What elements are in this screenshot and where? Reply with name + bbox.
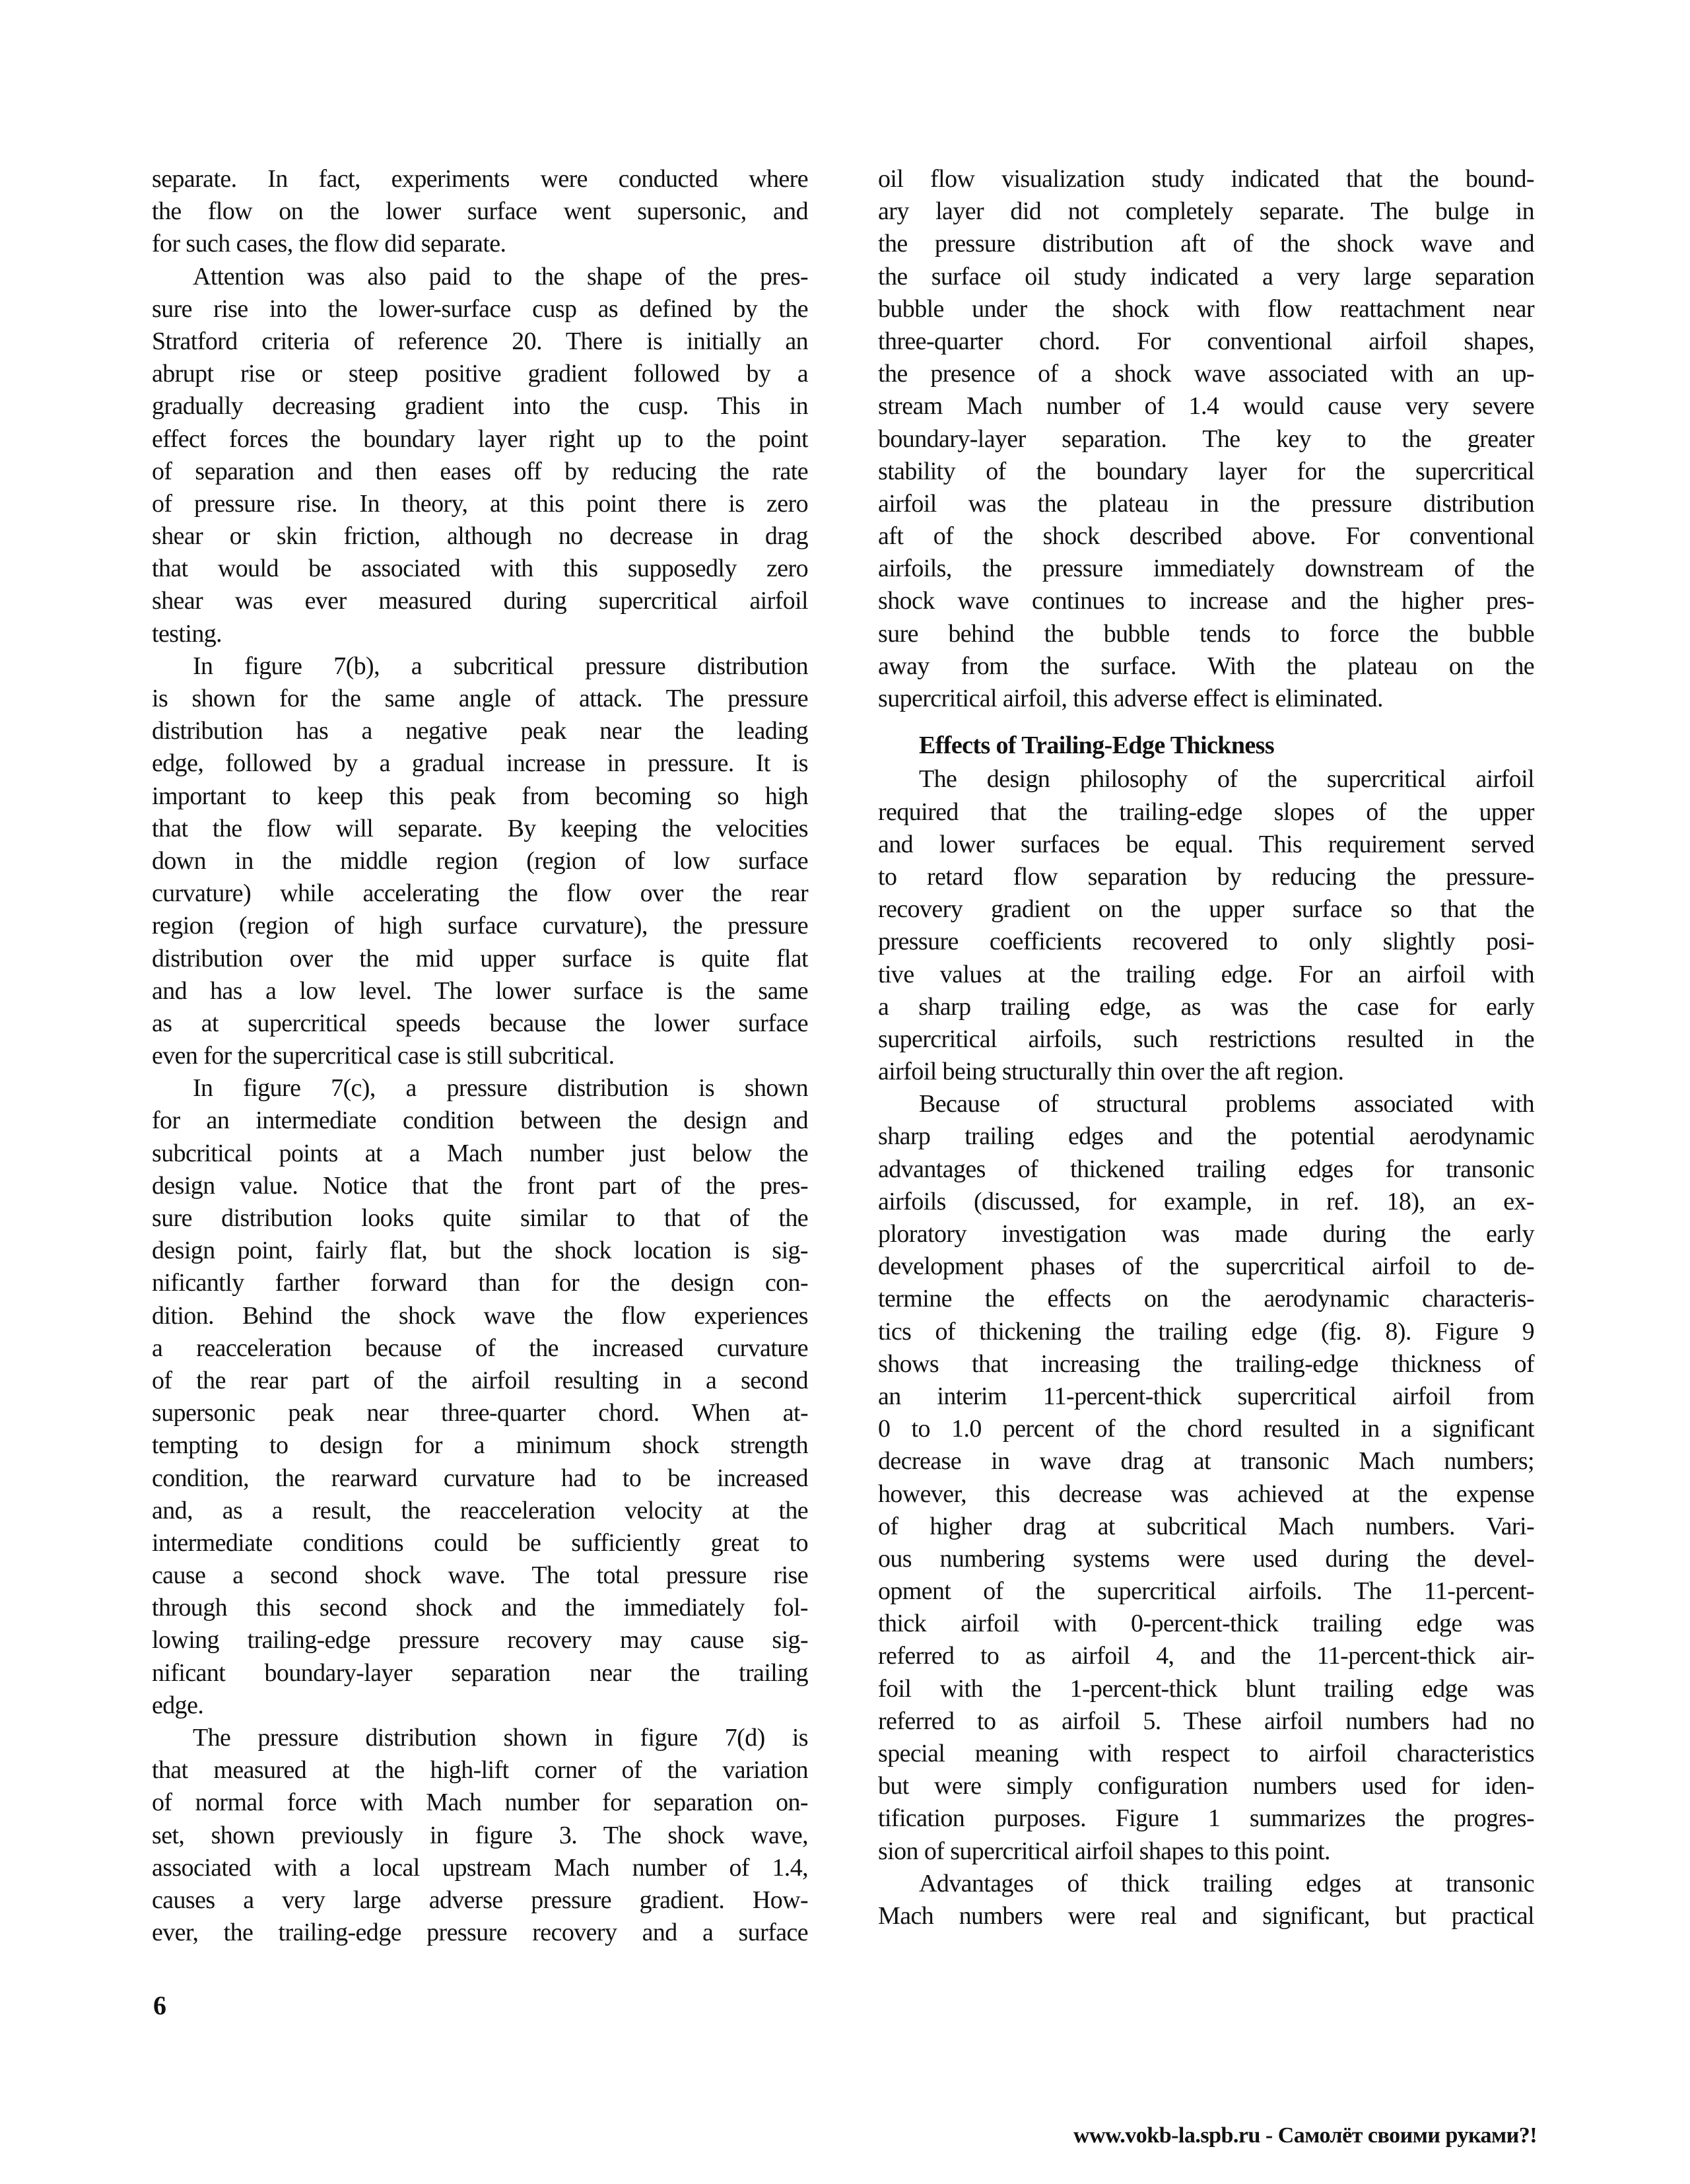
text-line: distribution over the mid upper surface is quite flat bbox=[152, 944, 808, 973]
text-line: the surface oil study indicated a very large separation bbox=[878, 262, 1534, 290]
text-line: of pressure rise. In theory, at this point there is zero bbox=[152, 489, 808, 518]
footer-watermark: www.vokb-la.spb.ru - Самолёт своими руками?! bbox=[1073, 2123, 1538, 2148]
text-line: Mach numbers were real and significant, but practical bbox=[878, 1901, 1534, 1930]
text-line: to retard flow separation by reducing the pressure- bbox=[878, 862, 1534, 891]
text-line: is shown for the same angle of attack. The pressure bbox=[152, 685, 808, 712]
text-line: 0 to 1.0 percent of the chord resulted in a significant bbox=[878, 1415, 1534, 1443]
text-line: separate. In fact, experiments were conducted where bbox=[152, 165, 808, 193]
text-line: ever, the trailing-edge pressure recovery and a surface bbox=[152, 1919, 808, 1947]
text-line: sharp trailing edges and the potential aerodynamic bbox=[878, 1122, 1534, 1151]
text-line: away from the surface. With the plateau on the bbox=[878, 652, 1534, 680]
text-line: referred to as airfoil 4, and the 11-percent-thick air- bbox=[878, 1642, 1534, 1670]
text-line: boundary-layer separation. The key to the greater bbox=[878, 425, 1534, 453]
paragraph bbox=[878, 1088, 1534, 1868]
text-line: termine the effects on the aerodynamic characteris- bbox=[878, 1285, 1534, 1313]
text-line: that would be associated with this supposedly zero bbox=[152, 555, 808, 583]
text-line: ploratory investigation was made during the early bbox=[878, 1220, 1534, 1248]
text-line: and has a low level. The lower surface is the same bbox=[152, 976, 808, 1005]
text-line: however, this decrease was achieved at the expense bbox=[878, 1480, 1534, 1508]
text-line: causes a very large adverse pressure gradient. How- bbox=[152, 1886, 808, 1914]
text-line: edge. bbox=[152, 1691, 204, 1719]
paragraph bbox=[152, 163, 808, 261]
text-line: curvature) while accelerating the flow over the rear bbox=[152, 879, 808, 908]
text-line: and lower surfaces be equal. This requirement served bbox=[878, 830, 1534, 858]
text-line: tive values at the trailing edge. For an airfoil with bbox=[878, 960, 1534, 988]
text-line: stream Mach number of 1.4 would cause very severe bbox=[878, 392, 1534, 421]
text-line: that measured at the high-lift corner of the variation bbox=[152, 1756, 808, 1785]
text-line: stability of the boundary layer for the supercritical bbox=[878, 457, 1534, 485]
right-column-intro bbox=[878, 163, 1534, 715]
section-heading: Effects of Trailing-Edge Thickness bbox=[919, 732, 1275, 760]
text-line: of higher drag at subcritical Mach numbers. Vari- bbox=[878, 1512, 1534, 1540]
text-line: important to keep this peak from becoming so high bbox=[152, 782, 808, 810]
text-line: supercritical airfoil, this adverse effect is eliminated. bbox=[878, 685, 1383, 712]
text-line: bubble under the shock with flow reattachment near bbox=[878, 294, 1534, 323]
text-line: sure rise into the lower-surface cusp as defined by the bbox=[152, 294, 808, 323]
text-line: airfoil was the plateau in the pressure distribution bbox=[878, 489, 1534, 518]
text-line: development phases of the supercritical airfoil to de- bbox=[878, 1252, 1534, 1281]
text-line: advantages of thickened trailing edges for transonic bbox=[878, 1155, 1534, 1183]
text-line: an interim 11-percent-thick supercritical airfoil from bbox=[878, 1382, 1534, 1410]
text-line: cause a second shock wave. The total pressure rise bbox=[152, 1561, 808, 1590]
text-line: condition, the rearward curvature had to be increased bbox=[152, 1464, 808, 1492]
text-line: ary layer did not completely separate. The bulge in bbox=[878, 197, 1534, 226]
text-line: required that the trailing-edge slopes of the upper bbox=[878, 798, 1534, 826]
text-line: the pressure distribution aft of the shock wave and bbox=[878, 230, 1534, 258]
text-line: edge, followed by a gradual increase in pressure. It is bbox=[152, 749, 808, 778]
paragraph bbox=[152, 261, 808, 650]
text-line: sure behind the bubble tends to force the bubble bbox=[878, 619, 1534, 648]
right-text-column bbox=[878, 163, 1534, 1932]
text-line: shock wave continues to increase and the higher pres- bbox=[878, 587, 1534, 615]
text-line: as at supercritical speeds because the lower surface bbox=[152, 1009, 808, 1037]
left-text-column bbox=[152, 163, 808, 1949]
paragraph bbox=[152, 1072, 808, 1722]
page-number: 6 bbox=[153, 1991, 166, 2020]
text-line: sion of supercritical airfoil shapes to this point. bbox=[878, 1837, 1330, 1865]
right-column-body bbox=[878, 763, 1534, 1932]
paragraph bbox=[878, 763, 1534, 1088]
text-line: decrease in wave drag at transonic Mach numbers; bbox=[878, 1447, 1534, 1476]
text-line: ous numbering systems were used during the devel- bbox=[878, 1544, 1534, 1573]
text-line: tification purposes. Figure 1 summarizes the progres- bbox=[878, 1804, 1534, 1833]
text-line: Advantages of thick trailing edges at transonic bbox=[919, 1869, 1534, 1897]
text-line: referred to as airfoil 5. These airfoil numbers had no bbox=[878, 1707, 1534, 1735]
text-line: Because of structural problems associated with bbox=[919, 1090, 1534, 1118]
text-line: opment of the supercritical airfoils. The 11-percent- bbox=[878, 1577, 1534, 1606]
text-line: shear was ever measured during supercritical airfoil bbox=[152, 587, 808, 615]
text-line: shows that increasing the trailing-edge thickness of bbox=[878, 1349, 1534, 1378]
text-line: airfoils (discussed, for example, in ref. 18), an ex- bbox=[878, 1187, 1534, 1215]
text-line: a sharp trailing edge, as was the case for early bbox=[878, 992, 1534, 1021]
text-line: oil flow visualization study indicated that the bound- bbox=[878, 165, 1534, 193]
text-line: of separation and then eases off by reducing the rate bbox=[152, 457, 808, 485]
text-line: shear or skin friction, although no decrease in drag bbox=[152, 522, 808, 551]
text-line: design value. Notice that the front part of the pres- bbox=[152, 1171, 808, 1200]
text-line: design point, fairly flat, but the shock location is sig- bbox=[152, 1237, 808, 1265]
text-line: through this second shock and the immediately fol- bbox=[152, 1594, 808, 1622]
text-line: Attention was also paid to the shape of the pres- bbox=[193, 262, 808, 290]
text-line: special meaning with respect to airfoil characteristics bbox=[878, 1740, 1534, 1767]
text-line: three-quarter chord. For conventional airfoil shapes, bbox=[878, 327, 1534, 355]
text-line: foil with the 1-percent-thick blunt trailing edge was bbox=[878, 1674, 1534, 1703]
text-line: even for the supercritical case is still subcritical. bbox=[152, 1042, 615, 1070]
text-line: dition. Behind the shock wave the flow experiences bbox=[152, 1301, 808, 1330]
text-line: thick airfoil with 0-percent-thick trailing edge was bbox=[878, 1610, 1534, 1638]
paragraph bbox=[878, 163, 1534, 715]
text-line: associated with a local upstream Mach number of 1.4, bbox=[152, 1853, 808, 1882]
paragraph bbox=[152, 1722, 808, 1949]
text-line: the presence of a shock wave associated with an up- bbox=[878, 360, 1534, 388]
text-line: Stratford criteria of reference 20. There is initially an bbox=[152, 327, 808, 355]
text-line: supercritical airfoils, such restrictions resulted in the bbox=[878, 1025, 1534, 1053]
text-line: airfoils, the pressure immediately downstream of the bbox=[878, 555, 1534, 583]
text-line: region (region of high surface curvature), the pressure bbox=[152, 912, 808, 940]
paragraph bbox=[878, 1868, 1534, 1932]
text-line: set, shown previously in figure 3. The shock wave, bbox=[152, 1821, 808, 1849]
text-line: tics of thickening the trailing edge (fig. 8). Figure 9 bbox=[878, 1317, 1534, 1346]
text-line: down in the middle region (region of low surface bbox=[152, 846, 808, 875]
text-line: In figure 7(b), a subcritical pressure distribution bbox=[193, 652, 808, 680]
text-line: intermediate conditions could be sufficiently great to bbox=[152, 1528, 808, 1557]
text-line: that the flow will separate. By keeping the velocities bbox=[152, 814, 808, 842]
text-line: nificant boundary-layer separation near the trailing bbox=[152, 1658, 808, 1687]
text-line: tempting to design for a minimum shock strength bbox=[152, 1431, 808, 1460]
text-line: abrupt rise or steep positive gradient followed by a bbox=[152, 360, 808, 388]
text-line: and, as a result, the reacceleration velocity at the bbox=[152, 1496, 808, 1524]
text-line: of the rear part of the airfoil resulting in a second bbox=[152, 1366, 808, 1394]
text-line: recovery gradient on the upper surface so that the bbox=[878, 895, 1534, 924]
text-line: aft of the shock described above. For conventional bbox=[878, 522, 1534, 551]
text-line: In figure 7(c), a pressure distribution is shown bbox=[193, 1074, 808, 1103]
text-line: subcritical points at a Mach number just below the bbox=[152, 1139, 808, 1167]
text-line: pressure coefficients recovered to only slightly posi- bbox=[878, 928, 1534, 956]
text-line: for such cases, the flow did separate. bbox=[152, 230, 506, 258]
text-line: airfoil being structurally thin over the aft region. bbox=[878, 1058, 1344, 1086]
text-line: testing. bbox=[152, 619, 222, 648]
text-line: effect forces the boundary layer right up to the point bbox=[152, 425, 808, 453]
text-line: The pressure distribution shown in figure 7(d) is bbox=[193, 1724, 808, 1752]
text-line: sure distribution looks quite similar to that of the bbox=[152, 1204, 808, 1232]
text-line: a reacceleration because of the increased curvature bbox=[152, 1334, 808, 1362]
paragraph bbox=[152, 650, 808, 1072]
text-line: nificantly farther forward than for the design con- bbox=[152, 1269, 808, 1297]
text-line: distribution has a negative peak near the leading bbox=[152, 717, 808, 745]
text-line: The design philosophy of the supercritical airfoil bbox=[919, 765, 1534, 794]
text-line: supersonic peak near three-quarter chord. When at- bbox=[152, 1399, 808, 1427]
text-line: but were simply configuration numbers used for iden- bbox=[878, 1772, 1534, 1800]
text-line: lowing trailing-edge pressure recovery may cause sig- bbox=[152, 1626, 808, 1655]
text-line: the flow on the lower surface went supersonic, and bbox=[152, 197, 808, 226]
text-line: for an intermediate condition between the design and bbox=[152, 1107, 808, 1135]
text-line: of normal force with Mach number for separation on- bbox=[152, 1789, 808, 1817]
text-line: gradually decreasing gradient into the cusp. This in bbox=[152, 392, 808, 421]
